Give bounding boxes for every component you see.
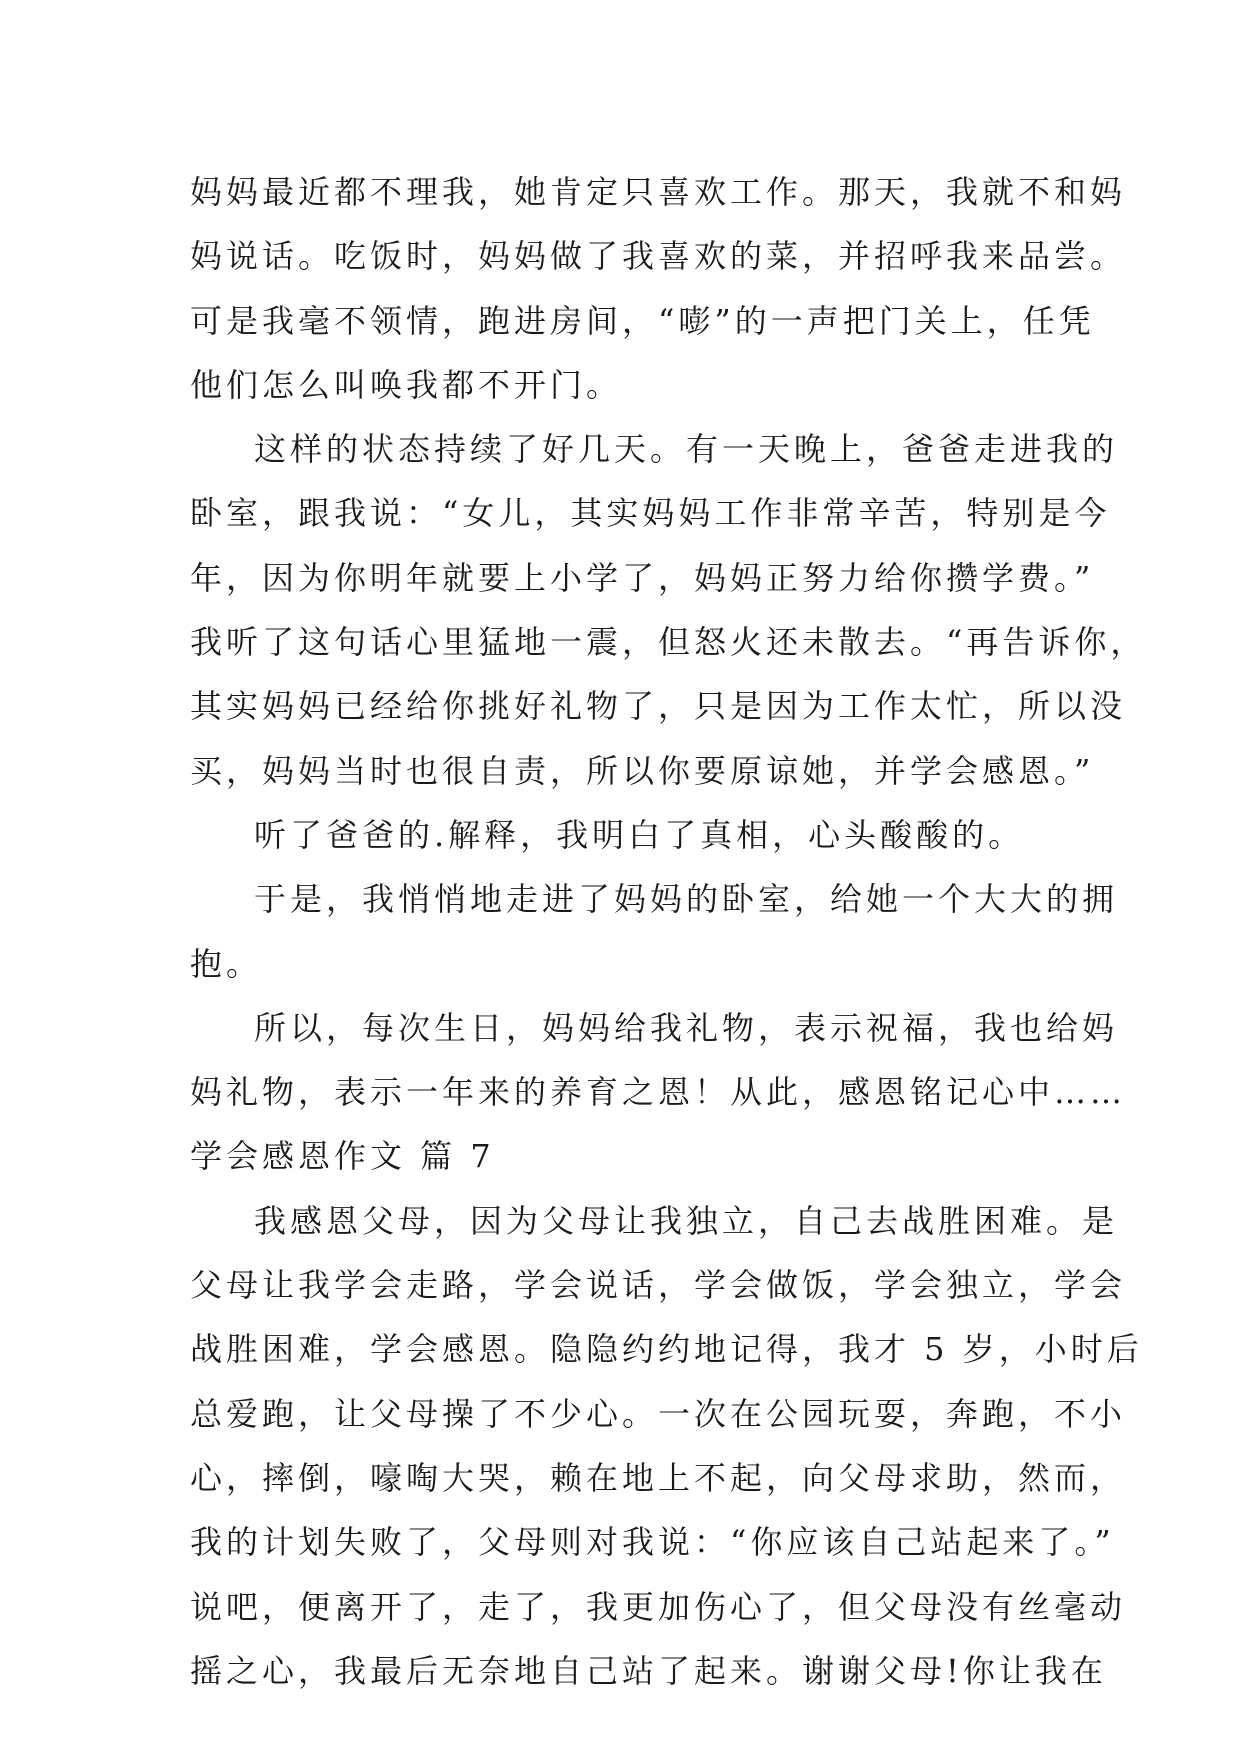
text-line: 说吧，便离开了，走了，我更加伤心了，但父母没有丝毫动 [190, 1587, 1127, 1626]
text-line: 摇之心，我最后无奈地自己站了起来。谢谢父母!你让我在 [190, 1651, 1107, 1690]
text-line: 卧室，跟我说：“女儿，其实妈妈工作非常辛苦，特别是今 [190, 494, 1111, 533]
text-line: 妈礼物，表示一年来的养育之恩！从此，感恩铭记心中…… [190, 1073, 1127, 1112]
text-line: 于是，我悄悄地走进了妈妈的卧室，给她一个大大的拥 [254, 880, 1119, 919]
text-line: 他们怎么叫唤我都不开门。 [190, 365, 623, 404]
text-line: 所以，每次生日，妈妈给我礼物，表示祝福，我也给妈 [254, 1008, 1119, 1047]
body-text [190, 160, 1147, 1703]
text-line: 妈说话。吃饭时，妈妈做了我喜欢的菜，并招呼我来品尝。 [190, 237, 1127, 276]
text-line: 抱。 [190, 944, 263, 983]
text-line: 父母让我学会走路，学会说话，学会做饭，学会独立，学会 [190, 1266, 1127, 1305]
text-line: 其实妈妈已经给你挑好礼物了，只是因为工作太忙，所以没 [190, 687, 1127, 726]
text-line: 听了爸爸的.解释，我明白了真相，心头酸酸的。 [254, 815, 1025, 854]
text-line: 我的计划失败了，父母则对我说：“你应该自己站起来了。” [190, 1523, 1115, 1562]
text-line: 学会感恩作文 篇 7 [190, 1137, 495, 1176]
text-line: 年，因为你明年就要上小学了，妈妈正努力给你攒学费。” [190, 558, 1095, 597]
text-line: 战胜困难，学会感恩。隐隐约约地记得，我才 5 岁，小时后 [190, 1330, 1143, 1369]
text-line: 我听了这句话心里猛地一震，但怒火还未散去。“再告诉你， [190, 623, 1147, 662]
text-line: 这样的状态持续了好几天。有一天晚上，爸爸走进我的 [254, 430, 1119, 469]
text-line: 我感恩父母，因为父母让我独立，自己去战胜困难。是 [254, 1201, 1119, 1240]
text-line: 可是我毫不领情，跑进房间，“嘭”的一声把门关上，任凭 [190, 301, 1095, 340]
text-line: 心，摔倒，嚎啕大哭，赖在地上不起，向父母求助，然而， [190, 1458, 1127, 1497]
text-line: 总爱跑，让父母操了不少心。一次在公园玩耍，奔跑，不小 [190, 1394, 1127, 1433]
text-line: 买，妈妈当时也很自责，所以你要原谅她，并学会感恩。” [190, 751, 1095, 790]
text-line: 妈妈最近都不理我，她肯定只喜欢工作。那天，我就不和妈 [190, 173, 1127, 211]
